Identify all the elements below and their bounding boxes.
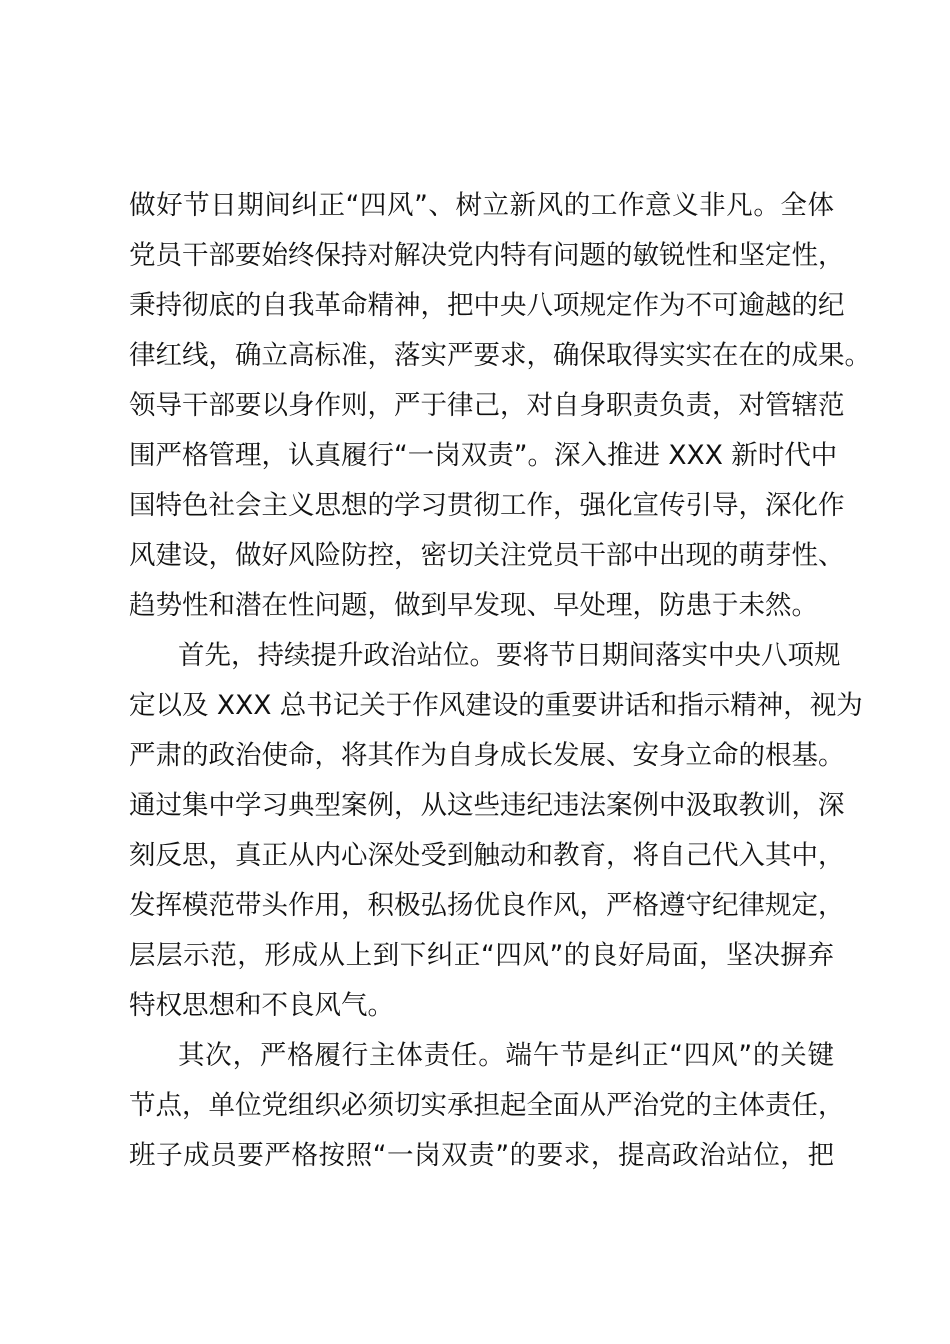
- text-line: 特权思想和不良风气。: [129, 990, 394, 1021]
- text-line: 发挥模范带头作用，积极弘扬优良作风，严格遵守纪律规定，: [129, 890, 845, 921]
- text-line: 律红线，确立高标准，落实严要求，确保取得实实在在的成果。: [129, 340, 871, 371]
- text-line: 通过集中学习典型案例，从这些违纪违法案例中汲取教训，深: [129, 790, 845, 821]
- text-line: 秉持彻底的自我革命精神，把中央八项规定作为不可逾越的纪: [129, 290, 845, 321]
- text-line: 围严格管理，认真履行“一岗双责”。深入推进 XXX 新时代中: [129, 440, 838, 471]
- text-line: 党员干部要始终保持对解决党内特有问题的敏锐性和坚定性，: [129, 240, 845, 271]
- text-line: 领导干部要以身作则，严于律己，对自身职责负责，对管辖范: [129, 390, 845, 421]
- text-line: 国特色社会主义思想的学习贯彻工作，强化宣传引导，深化作: [129, 490, 845, 521]
- text-line: 刻反思，真正从内心深处受到触动和教育，将自己代入其中，: [129, 840, 845, 871]
- text-line: 严肃的政治使命，将其作为自身成长发展、安身立命的根基。: [129, 740, 845, 771]
- text-line: 节点，单位党组织必须切实承担起全面从严治党的主体责任，: [129, 1090, 845, 1121]
- text-line: 其次，严格履行主体责任。端午节是纠正“四风”的关键: [178, 1040, 834, 1071]
- text-line: 首先，持续提升政治站位。要将节日期间落实中央八项规: [178, 640, 841, 671]
- text-line: 做好节日期间纠正“四风”、树立新风的工作意义非凡。全体: [129, 190, 834, 221]
- text-line: 风建设，做好风险防控，密切关注党员干部中出现的萌芽性、: [129, 540, 845, 571]
- text-line: 趋势性和潜在性问题，做到早发现、早处理，防患于未然。: [129, 590, 818, 621]
- text-line: 班子成员要严格按照“一岗双责”的要求，提高政治站位，把: [129, 1140, 834, 1171]
- text-line: 定以及 XXX 总书记关于作风建设的重要讲话和指示精神，视为: [129, 690, 863, 721]
- text-line: 层层示范，形成从上到下纠正“四风”的良好局面，坚决摒弃: [129, 940, 834, 971]
